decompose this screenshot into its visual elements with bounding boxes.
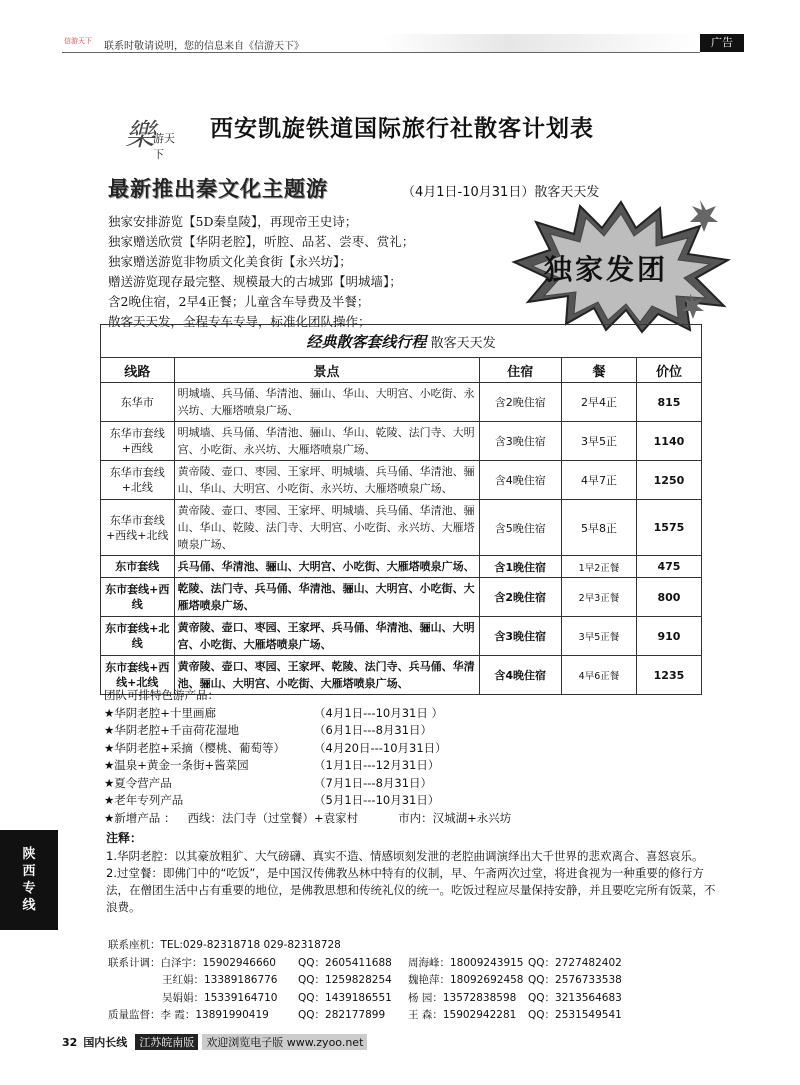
page-number: 32 [62, 1035, 78, 1049]
mini-logo: 信游天下 [64, 37, 92, 45]
table-caption-row [101, 325, 702, 358]
header-meal: 餐 [561, 358, 636, 383]
product-name: ★华阴老腔+千亩荷花湿地 [104, 723, 239, 737]
side-char: 专 [22, 881, 36, 896]
website-link[interactable]: 欢迎浏览电子版 www.zyoo.net [202, 1034, 367, 1050]
table-row [101, 422, 702, 461]
route-name: 东市套线+西线+北线 [101, 656, 175, 695]
note-line: 1.华阴老腔：以其豪放粗犷、大气磅礴、真实不造、情感顷刻发泄的老腔曲调演绎出大千世界的悲欢离合、喜怒哀乐。 [106, 849, 704, 863]
route-stay: 含5晚住宿 [479, 500, 561, 556]
brand-logo [125, 110, 185, 170]
route-name: 东华市套线+西线+北线 [101, 500, 175, 556]
section-name: 国内长线 [83, 1036, 128, 1049]
route-stay: 含2晚住宿 [479, 383, 561, 422]
product-dates: （7月1日---8月31日） [314, 775, 433, 790]
header-sites: 景点 [174, 358, 479, 383]
product-dates: （5月1日---10月31日） [314, 793, 440, 807]
top-banner [62, 34, 700, 53]
notes-body [106, 848, 718, 916]
brand-logo-char: 樂 [125, 118, 155, 153]
theme-heading: 最新推出秦文化主题游 [108, 177, 328, 201]
contact-name-phone: 杨 园：13572838598 [408, 991, 517, 1004]
new-products [104, 810, 704, 828]
contact-qq: QQ：3213564683 [528, 991, 622, 1004]
feature-list [108, 212, 548, 332]
table-row [101, 617, 702, 656]
route-stay: 含2晚住宿 [479, 578, 561, 617]
route-price: 1140 [636, 422, 701, 461]
route-name: 东市套线+西线 [101, 578, 175, 617]
contact-name-phone: 联系计调：白泽宇：15902946660 [108, 956, 276, 969]
route-stay: 含3晚住宿 [479, 422, 561, 461]
new-products-label: ★新增产品 ： [104, 810, 176, 825]
feature-line: 独家赠送游览非物质文化美食街【永兴坊】； [108, 254, 352, 269]
product-dates: （1月1日---12月31日） [314, 758, 440, 772]
route-price: 815 [636, 383, 701, 422]
route-name: 东华市套线+北线 [101, 461, 175, 500]
route-meal: 3早5正 [561, 422, 636, 461]
table-row [101, 556, 702, 578]
page-title: 西安凯旋铁道国际旅行社散客计划表 [210, 115, 594, 142]
table-caption-suffix: 散客天天发 [430, 335, 496, 351]
contact-qq: QQ：2605411688 [298, 956, 392, 969]
contact-qq: QQ：1439186551 [298, 991, 392, 1004]
route-sites: 黄帝陵、壶口、枣园、王家坪、明城墙、兵马俑、华清池、骊山、华山、乾陵、法门寺、大明宫、小吃街、永兴坊、大雁塔喷泉广场、 [174, 500, 479, 556]
route-sites: 明城墙、兵马俑、华清池、骊山、华山、大明宫、小吃街、永兴坊、大雁塔喷泉广场、 [174, 383, 479, 422]
route-sites: 黄帝陵、壶口、枣园、王家坪、乾陵、法门寺、兵马俑、华清池、骊山、大明宫、小吃街、大雁塔喷泉广场、 [174, 656, 479, 695]
contact-qq: QQ：1259828254 [298, 974, 392, 986]
contact-row [108, 937, 628, 955]
new-products-city: 市内：汉城湖+永兴坊 [398, 810, 512, 825]
product-name: ★夏令营产品 [104, 775, 172, 790]
contact-name-phone: 魏艳萍：18092692458 [408, 974, 524, 986]
product-item [104, 792, 704, 810]
routes-table [100, 324, 702, 695]
table-row [101, 383, 702, 422]
route-sites: 明城墙、兵马俑、华清池、骊山、华山、乾陵、法门寺、大明宫、小吃街、永兴坊、大雁塔喷泉广场、 [174, 422, 479, 461]
team-products [104, 687, 704, 827]
contact-note: 联系时敬请说明，您的信息来自《信游天下》 [104, 41, 304, 52]
route-meal: 4早7正 [561, 461, 636, 500]
team-products-heading: 团队可排特色游产品： [104, 688, 219, 702]
product-dates: （6月1日---8月31日） [314, 723, 433, 737]
side-char: 陕 [22, 847, 36, 862]
route-price: 910 [636, 617, 701, 656]
product-name: ★温泉+黄金一条街+酱菜园 [104, 758, 249, 772]
route-stay: 含4晚住宿 [479, 461, 561, 500]
notes-title: 注释： [106, 831, 143, 845]
product-item [104, 740, 704, 758]
contact-row [108, 955, 628, 973]
route-meal: 4早6正餐 [561, 656, 636, 695]
feature-line: 独家赠送欣赏【华阴老腔】，听腔、品茗、尝枣、赏礼； [108, 234, 415, 249]
feature-line: 赠送游览现存最完整、规模最大的古城郢【明城墙】； [108, 274, 402, 289]
contact-row [108, 990, 628, 1008]
header-stay: 住宿 [479, 358, 561, 383]
table-row [101, 500, 702, 556]
route-meal: 3早5正餐 [561, 617, 636, 656]
brand-logo-sub: 游天下 [153, 132, 175, 161]
table-row [101, 461, 702, 500]
burst-text: 独家发团 [544, 253, 669, 286]
route-name: 东华市 [101, 383, 175, 422]
theme-dates: （4月1日-10月31日）散客天天发 [402, 185, 600, 200]
route-price: 1575 [636, 500, 701, 556]
side-char: 西 [22, 864, 36, 879]
contact-qq: QQ：2576733538 [528, 974, 622, 986]
feature-line: 独家安排游览【5D秦皇陵】，再现帝王史诗； [108, 214, 358, 229]
new-products-west: 西线：法门寺（过堂餐）+袁家村 [187, 810, 359, 825]
table-row [101, 578, 702, 617]
contact-qq: QQ：282177899 [298, 1009, 386, 1021]
route-meal: 2早4正 [561, 383, 636, 422]
side-section-tab [0, 830, 58, 930]
table-caption [101, 325, 702, 358]
header-route: 线路 [101, 358, 175, 383]
feature-line: 散客天天发，全程专车专导，标准化团队操作； [108, 314, 371, 329]
contact-name-phone: 周海峰：18009243915 [408, 956, 524, 969]
route-sites: 兵马俑、华清池、骊山、大明宫、小吃街、大雁塔喷泉广场、 [174, 556, 479, 578]
route-price: 475 [636, 556, 701, 578]
ad-label: 广告 [700, 34, 744, 52]
route-price: 1235 [636, 656, 701, 695]
product-item [104, 775, 704, 793]
product-dates: （4月1日---10月31日 ） [314, 705, 444, 720]
contact-name-phone: 吴娟娟：15339164710 [162, 991, 278, 1004]
contact-list [108, 937, 628, 1025]
route-sites: 黄帝陵、壶口、枣园、王家坪、兵马俑、华清池、骊山、大明宫、小吃街、大雁塔喷泉广场、 [174, 617, 479, 656]
feature-line: 含2晚住宿，2早4正餐；儿童含车导费及半餐； [108, 294, 370, 309]
table-header-row [101, 358, 702, 383]
note-line: 2.过堂餐：即佛门中的“吃饭”，是中国汉传佛教丛林中特有的仪制，早、午斋两次过堂，将进食视为一种重要的修行方法，在僧团生活中占有重要的地位，是佛教思想和传统礼仪的统一。吃饭过程应尽量保持安静，并且要吃完所有饭菜，不浪费。 [106, 866, 716, 914]
product-item [104, 705, 704, 723]
product-name: ★华阴老腔+采摘（樱桃、葡萄等） [104, 740, 285, 755]
contact-phone-line: 联系座机：TEL:029-82318718 029-82318728 [108, 939, 341, 951]
route-stay: 含4晚住宿 [479, 656, 561, 695]
table-caption-title: 经典散客套线行程 [306, 332, 427, 351]
contact-name-phone: 王 森：15902942281 [408, 1009, 517, 1021]
contact-qq: QQ：2531549541 [528, 1009, 622, 1021]
side-char: 线 [22, 898, 36, 913]
route-sites: 乾陵、法门寺、兵马俑、华清池、骊山、大明宫、小吃街、大雁塔喷泉广场、 [174, 578, 479, 617]
contact-name-phone: 王红娟：13389186776 [162, 974, 278, 986]
product-item [104, 722, 704, 740]
route-name: 东华市套线+西线 [101, 422, 175, 461]
edition-label: 江苏皖南版 [135, 1034, 198, 1050]
header-price: 价位 [636, 358, 701, 383]
product-item [104, 757, 704, 775]
contact-row [108, 972, 628, 990]
contact-row [108, 1007, 628, 1025]
contact-name-phone: 质量监督：李 霞：13891990419 [108, 1009, 269, 1021]
route-stay: 含1晚住宿 [479, 556, 561, 578]
route-stay: 含3晚住宿 [479, 617, 561, 656]
product-dates: （4月20日---10月31日） [314, 740, 447, 755]
route-price: 800 [636, 578, 701, 617]
route-meal: 2早3正餐 [561, 578, 636, 617]
route-name: 东市套线 [101, 556, 175, 578]
route-price: 1250 [636, 461, 701, 500]
contact-qq: QQ：2727482402 [528, 956, 622, 969]
route-sites: 黄帝陵、壶口、枣园、王家坪、明城墙、兵马俑、华清池、骊山、华山、大明宫、小吃街、永兴坊、大雁塔喷泉广场、 [174, 461, 479, 500]
product-name: ★老年专列产品 [104, 793, 184, 807]
route-meal: 1早2正餐 [561, 556, 636, 578]
product-name: ★华阴老腔+十里画廊 [104, 705, 216, 720]
route-meal: 5早8正 [561, 500, 636, 556]
page-footer [62, 1034, 392, 1050]
route-name: 东市套线+北线 [101, 617, 175, 656]
